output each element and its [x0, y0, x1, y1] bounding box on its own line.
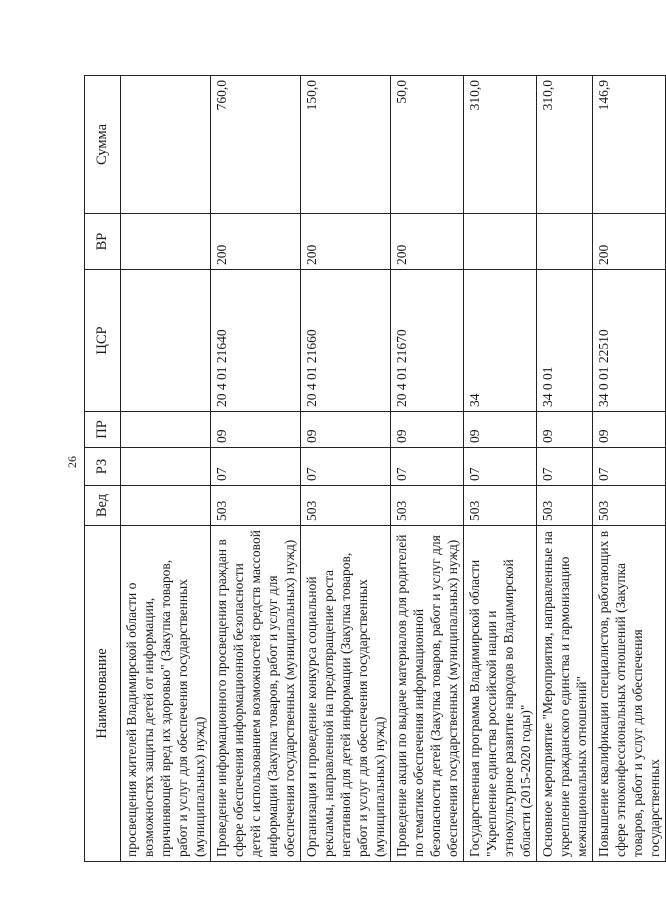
row-rz: 07	[593, 448, 666, 486]
row-name: Государственная программа Владимирской области "Укрепление единства российской нации и этнокультурное развитие народов во Владимирской области (2015-2020 годы)"	[464, 526, 537, 862]
table-row	[464, 76, 537, 862]
row-sum	[121, 76, 211, 214]
row-name: Организация и проведение конкурса социальной рекламы, направленной на предотвращение роста негативной для детей информации (Закупка товаров, работ и услуг для обеспечения государственных (муниципальных) нужд)	[301, 526, 391, 862]
row-name: Повышение квалификации специалистов, работающих в сфере этноконфессиональных отношений (Закупка товаров, работ и услуг для обеспечения государственных	[593, 526, 666, 862]
row-ved: 503	[593, 486, 666, 526]
row-vr: 200	[301, 214, 391, 270]
row-name: Проведение информационного просвещения граждан в сфере обеспечения информационной безопасности детей с использованием возможностей средств массовой информации (Закупка товаров, работ и услуг для обеспечения государственных (муниципальных) нужд)	[211, 526, 301, 862]
row-ved: 503	[391, 486, 464, 526]
row-pr: 09	[464, 412, 537, 448]
row-csr: 20 4 01 21670	[391, 270, 464, 412]
row-rz: 07	[211, 448, 301, 486]
row-csr: 20 4 01 21660	[301, 270, 391, 412]
table-row	[301, 76, 391, 862]
row-csr: 34 0 01	[537, 270, 593, 412]
header-rz: РЗ	[85, 448, 121, 486]
row-pr: 09	[391, 412, 464, 448]
row-rz: 07	[537, 448, 593, 486]
budget-table	[84, 75, 666, 862]
table-row	[211, 76, 301, 862]
header-sum: Сумма	[85, 76, 121, 214]
row-rz: 07	[391, 448, 464, 486]
row-sum: 50,0	[391, 76, 464, 214]
header-csr: ЦСР	[85, 270, 121, 412]
row-vr	[537, 214, 593, 270]
table-row	[121, 76, 211, 862]
row-ved	[121, 486, 211, 526]
row-sum: 310,0	[537, 76, 593, 214]
row-pr: 09	[537, 412, 593, 448]
row-vr	[121, 214, 211, 270]
rotated-page	[84, 76, 662, 862]
row-pr: 09	[211, 412, 301, 448]
row-csr: 34	[464, 270, 537, 412]
row-sum: 146,9	[593, 76, 666, 214]
row-pr: 09	[593, 412, 666, 448]
row-csr	[121, 270, 211, 412]
header-name: Наименование	[85, 526, 121, 862]
row-sum: 150,0	[301, 76, 391, 214]
header-ved: Вед	[85, 486, 121, 526]
row-name: Проведение акции по выдаче материалов для родителей по тематике обеспечения информационной безопасности детей (Закупка товаров, работ и услуг для обеспечения государственных (муниципальных) нужд)	[391, 526, 464, 862]
row-vr	[464, 214, 537, 270]
row-ved: 503	[537, 486, 593, 526]
row-csr: 34 0 01 22510	[593, 270, 666, 412]
row-sum: 310,0	[464, 76, 537, 214]
row-pr: 09	[301, 412, 391, 448]
row-ved: 503	[211, 486, 301, 526]
row-ved: 503	[301, 486, 391, 526]
row-vr: 200	[391, 214, 464, 270]
row-name: Основное мероприятие "Мероприятия, направленные на укрепление гражданского единства и гармонизацию межнациональных отношений"	[537, 526, 593, 862]
row-vr: 200	[211, 214, 301, 270]
row-sum: 760,0	[211, 76, 301, 214]
row-rz	[121, 448, 211, 486]
header-vr: ВР	[85, 214, 121, 270]
table-row	[537, 76, 593, 862]
row-name: просвещения жителей Владимирской области о возможностях защиты детей от информации, причиняющей вред их здоровью" (Закупка товаров, работ и услуг для обеспечения государственных (муниципальных) нужд)	[121, 526, 211, 862]
row-csr: 20 4 01 21640	[211, 270, 301, 412]
row-rz: 07	[301, 448, 391, 486]
row-pr	[121, 412, 211, 448]
table-header-row	[85, 76, 121, 862]
page-number: 26	[65, 456, 79, 468]
row-ved: 503	[464, 486, 537, 526]
row-rz: 07	[464, 448, 537, 486]
table-row	[391, 76, 464, 862]
header-pr: ПР	[85, 412, 121, 448]
table-row	[593, 76, 666, 862]
row-vr: 200	[593, 214, 666, 270]
